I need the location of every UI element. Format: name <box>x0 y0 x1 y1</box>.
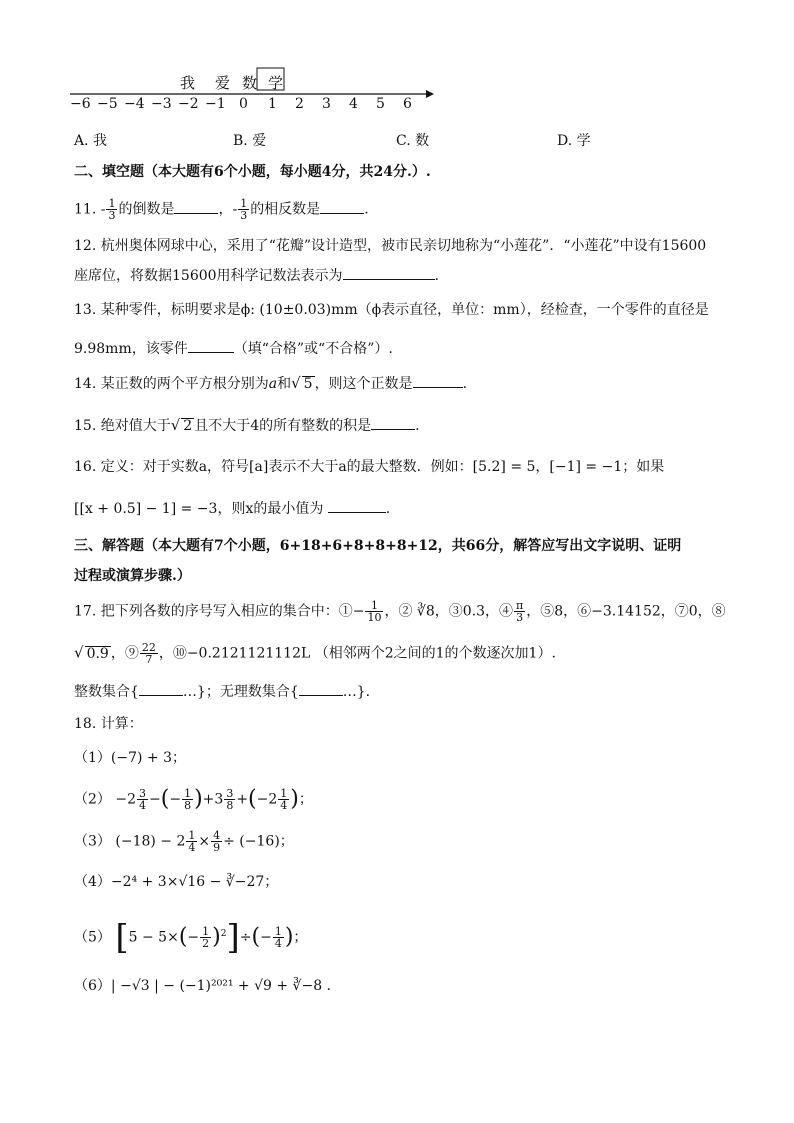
answer-blank[interactable] <box>413 373 463 388</box>
choice-text: 数 <box>415 133 430 149</box>
q18-item-5: （5） [5 − 5×(− $\frac{1}{2}$ )$^2$]÷(− $\frac{1}{4}$ )； <box>74 917 308 958</box>
tick: 4 <box>349 96 358 112</box>
choice-c[interactable] <box>396 130 429 150</box>
q18-item-4: （4）−2⁴ + 3×√16 − ∛−27； <box>74 874 279 890</box>
fraction: $\frac{1}{10}$ <box>367 599 382 624</box>
q18-item-2: （2） −2 $\frac{3}{4}$ −(− $\frac{1}{8}$ )+3 $\frac{3}{8}$ +(−2 $\frac{1}{4}$ )； <box>74 786 313 812</box>
fraction: $\frac{22}{7}$ <box>141 641 156 666</box>
question-16-line2: [[x + 0.5] − 1] = −3，则x的最小值为 . <box>74 498 734 519</box>
fraction-one-third: $\frac{1}{3}$ <box>240 197 248 222</box>
section-3-heading-line1: 三、解答题（本大题有7个小题，6+18+6+8+8+8+12，共66分，解答应写出文字说明、证明 <box>74 538 682 554</box>
choice-b[interactable] <box>233 130 266 150</box>
choice-letter: D. <box>557 133 573 149</box>
axis-arrow <box>426 90 434 98</box>
label-ai: 爱 <box>215 74 231 92</box>
answer-blank[interactable] <box>320 199 364 214</box>
answer-blank[interactable] <box>188 338 234 353</box>
tick: −6 <box>70 96 91 112</box>
section-2-heading: 二、填空题（本大题有6个小题，每小题4分，共24分.）. <box>74 164 431 180</box>
choice-letter: C. <box>396 133 411 149</box>
fraction-one-third: $\frac{1}{3}$ <box>108 197 116 222</box>
answer-blank[interactable] <box>174 199 218 214</box>
answer-blank[interactable] <box>371 415 415 430</box>
sqrt-sign: √ <box>74 643 84 662</box>
sqrt-sign: √ <box>291 374 301 392</box>
sqrt-sign: √ <box>170 416 181 434</box>
tick: 1 <box>268 96 277 112</box>
tick: 5 <box>376 96 385 112</box>
choice-text: 爱 <box>252 133 267 149</box>
tick: −4 <box>124 96 145 112</box>
label-xue: 学 <box>268 74 284 92</box>
answer-blank[interactable] <box>328 498 386 513</box>
question-15: 15. 绝对值大于√ 2 且不大于4的所有整数的积是 . <box>74 416 420 434</box>
tick: −3 <box>151 96 172 112</box>
choice-letter: A. <box>74 133 89 149</box>
tick: −2 <box>178 96 199 112</box>
q18-item-3: （3） (−18) − 2 $\frac{1}{4}$ × $\frac{4}{9}$ ÷ (−16)； <box>74 829 294 854</box>
choice-d[interactable] <box>557 130 591 150</box>
question-16-line1: 16. 定义：对于实数a，符号[a]表示不大于a的最大整数．例如：[5.2] = 5，[−1] = −1；如果 <box>74 459 665 475</box>
question-13-line2: 9.98mm，该零件 （填“合格”或“不合格”）. <box>74 338 734 359</box>
choice-text: 我 <box>93 133 108 149</box>
fraction: $\frac{\pi}{3}$ <box>516 599 524 624</box>
question-11: 11. - $\frac{1}{3}$ 的倒数是 ，- $\frac{1}{3}$ 的相反数是 . <box>74 197 369 222</box>
question-17-line1: 17. 把下列各数的序号写入相应的集合中：①− $\frac{1}{10}$ ，② ∛8，③0.3，④ $\frac{\pi}{3}$ ，⑤8，⑥−3.14152，⑦0，⑧ <box>74 599 726 624</box>
question-18-title: 18. 计算： <box>74 716 143 732</box>
tick: −5 <box>97 96 118 112</box>
question-14: 14. 某正数的两个平方根分别为a和√ 5 ，则这个正数是 . <box>74 374 468 392</box>
question-13-line1: 13. 某种零件，标明要求是ϕ: (10±0.03)mm（ϕ表示直径，单位：mm），经检查，一个零件的直径是 <box>74 302 709 318</box>
choice-text: 学 <box>576 133 591 149</box>
label-shu: 数 <box>242 74 258 92</box>
tick: −1 <box>205 96 226 112</box>
tick: 2 <box>295 96 304 112</box>
tick: 0 <box>239 96 248 112</box>
question-17-line3: 整数集合{ …}；无理数集合{ …}. <box>74 681 734 702</box>
q18-item-6: （6）| −√3 | − (−1)²⁰²¹ + √9 + ∛−8 . <box>74 978 332 994</box>
question-12-line1: 12. 杭州奥体网球中心，采用了“花瓣”设计造型，被市民亲切地称为“小莲花”．“小莲花”中设有15600 <box>74 238 707 254</box>
question-12-line2: 座席位，将数据15600用科学记数法表示为 . <box>74 265 734 286</box>
answer-blank[interactable] <box>299 681 343 696</box>
q18-item-1: （1）(−7) + 3； <box>74 750 187 766</box>
choice-a[interactable] <box>74 130 107 150</box>
label-wo: 我 <box>180 74 196 92</box>
tick: 6 <box>403 96 412 112</box>
tick: 3 <box>322 96 331 112</box>
section-3-heading-line2: 过程或演算步骤.） <box>74 568 191 584</box>
question-17-line2: √ 0.9 ，⑨ $\frac{22}{7}$ ，⑩−0.2121121112L （相邻两个2之间的1的个数逐次加1）. <box>74 641 556 666</box>
answer-blank[interactable] <box>139 681 183 696</box>
answer-blank[interactable] <box>343 265 435 280</box>
choice-letter: B. <box>233 133 248 149</box>
